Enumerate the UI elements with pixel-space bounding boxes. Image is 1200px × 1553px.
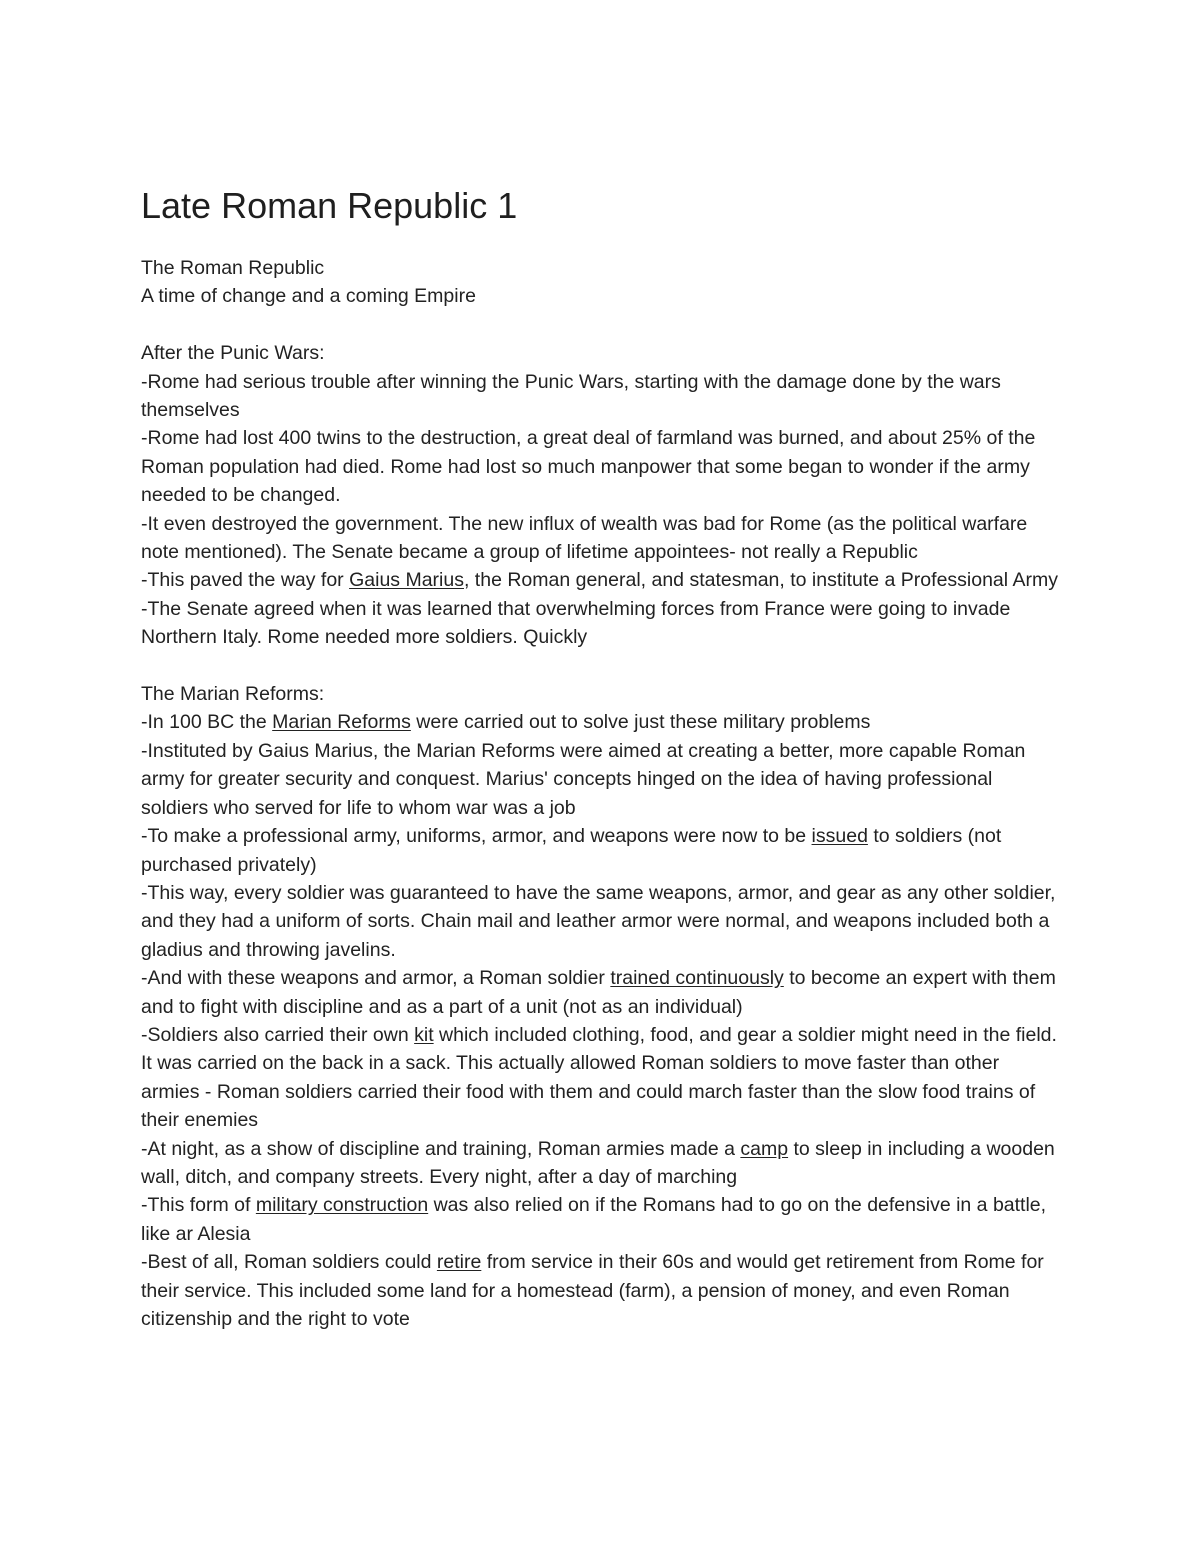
- link-marian-reforms[interactable]: Marian Reforms: [272, 711, 411, 734]
- text-run: , the Roman general, and statesman, to institute a Professional Army: [463, 569, 1058, 592]
- text-run: from service in their 60s and would get retirement from Rome for their service. This included some land for a homestead (farm), a pension of money, and even Roman citizenship and the right to vote: [141, 1251, 1044, 1330]
- section-heading-marian-reforms: The Marian Reforms:: [141, 683, 325, 706]
- paragraph: -Rome had serious trouble after winning the Punic Wars, starting with the damage done by the wars themselves: [141, 370, 1001, 422]
- paragraph: -Instituted by Gaius Marius, the Marian Reforms were aimed at creating a better, more capable Roman army for greater security and conquest. Marius' concepts hinged on the idea of having professional soldiers who served for life to whom war was a job: [141, 739, 1026, 819]
- text-run: -In 100 BC the: [141, 711, 273, 734]
- paragraph: -The Senate agreed when it was learned that overwhelming forces from France were going to invade Northern Italy. Rome needed more soldiers. Quickly: [141, 597, 1011, 649]
- text-run: which included clothing, food, and gear a soldier might need in the field. It was carried on the back in a sack. This actually allowed Roman soldiers to move faster than other armies - Roman soldiers carried their food with them and could march faster than the slow food trains of their enemies: [141, 1023, 1057, 1132]
- text-run: -Soldiers also carried their own: [141, 1023, 415, 1046]
- text-run: to become an expert with them and to fight with discipline and as a part of a unit (not as an individual): [141, 967, 1056, 1018]
- underlined-term-retire: retire: [436, 1251, 482, 1274]
- spacer: [141, 311, 1061, 339]
- paragraph: -This way, every soldier was guaranteed to have the same weapons, armor, and gear as any other soldier, and they had a uniform of sorts. Chain mail and leather armor were normal, and weapons included both a gladius and throwing javelins.: [141, 881, 1056, 961]
- paragraph: [141, 708, 1061, 736]
- document-title: Late Roman Republic 1: [141, 185, 518, 226]
- underlined-term-trained-continuously: trained continuously: [610, 967, 784, 990]
- intro-line-2: A time of change and a coming Empire: [141, 285, 476, 308]
- paragraph: [141, 822, 1061, 879]
- paragraph: [141, 566, 1061, 594]
- text-run: were carried out to solve just these military problems: [410, 711, 871, 734]
- text-run: -This form of: [141, 1194, 256, 1217]
- text-run: -This paved the way for: [141, 569, 350, 592]
- spacer: [141, 652, 1061, 680]
- section-heading-punic-wars: After the Punic Wars:: [141, 342, 325, 365]
- underlined-term-military-construction: military construction: [255, 1194, 429, 1217]
- paragraph: [141, 1191, 1061, 1248]
- text-run: -To make a professional army, uniforms, armor, and weapons were now to be: [141, 825, 812, 848]
- link-gaius-marius[interactable]: Gaius Marius: [349, 569, 464, 592]
- paragraph: [141, 964, 1061, 1021]
- text-run: -Best of all, Roman soldiers could: [141, 1251, 437, 1274]
- intro-line-1: The Roman Republic: [141, 257, 325, 279]
- document-page: [141, 183, 1061, 1333]
- underlined-term-camp: camp: [740, 1137, 789, 1160]
- paragraph: [141, 1248, 1061, 1333]
- paragraph: -It even destroyed the government. The new influx of wealth was bad for Rome (as the political warfare note mentioned). The Senate became a group of lifetime appointees- not really a Republic: [141, 512, 1028, 564]
- text-run: to sleep in including a wooden wall, ditch, and company streets. Every night, after a day of marching: [141, 1137, 1055, 1188]
- underlined-term-kit: kit: [414, 1023, 434, 1046]
- text-run: -At night, as a show of discipline and training, Roman armies made a: [141, 1137, 741, 1160]
- text-run: was also relied on if the Romans had to go on the defensive in a battle, like ar Alesia: [141, 1194, 1047, 1245]
- text-run: to soldiers (not purchased privately): [141, 825, 1002, 876]
- underlined-term-issued: issued: [811, 825, 868, 848]
- paragraph: [141, 1021, 1061, 1135]
- paragraph: -Rome had lost 400 twins to the destruction, a great deal of farmland was burned, and about 25% of the Roman population had died. Rome had lost so much manpower that some began to wonder if the army needed to be changed.: [141, 427, 1036, 507]
- text-run: -And with these weapons and armor, a Roman soldier: [141, 967, 611, 990]
- paragraph: [141, 1135, 1061, 1192]
